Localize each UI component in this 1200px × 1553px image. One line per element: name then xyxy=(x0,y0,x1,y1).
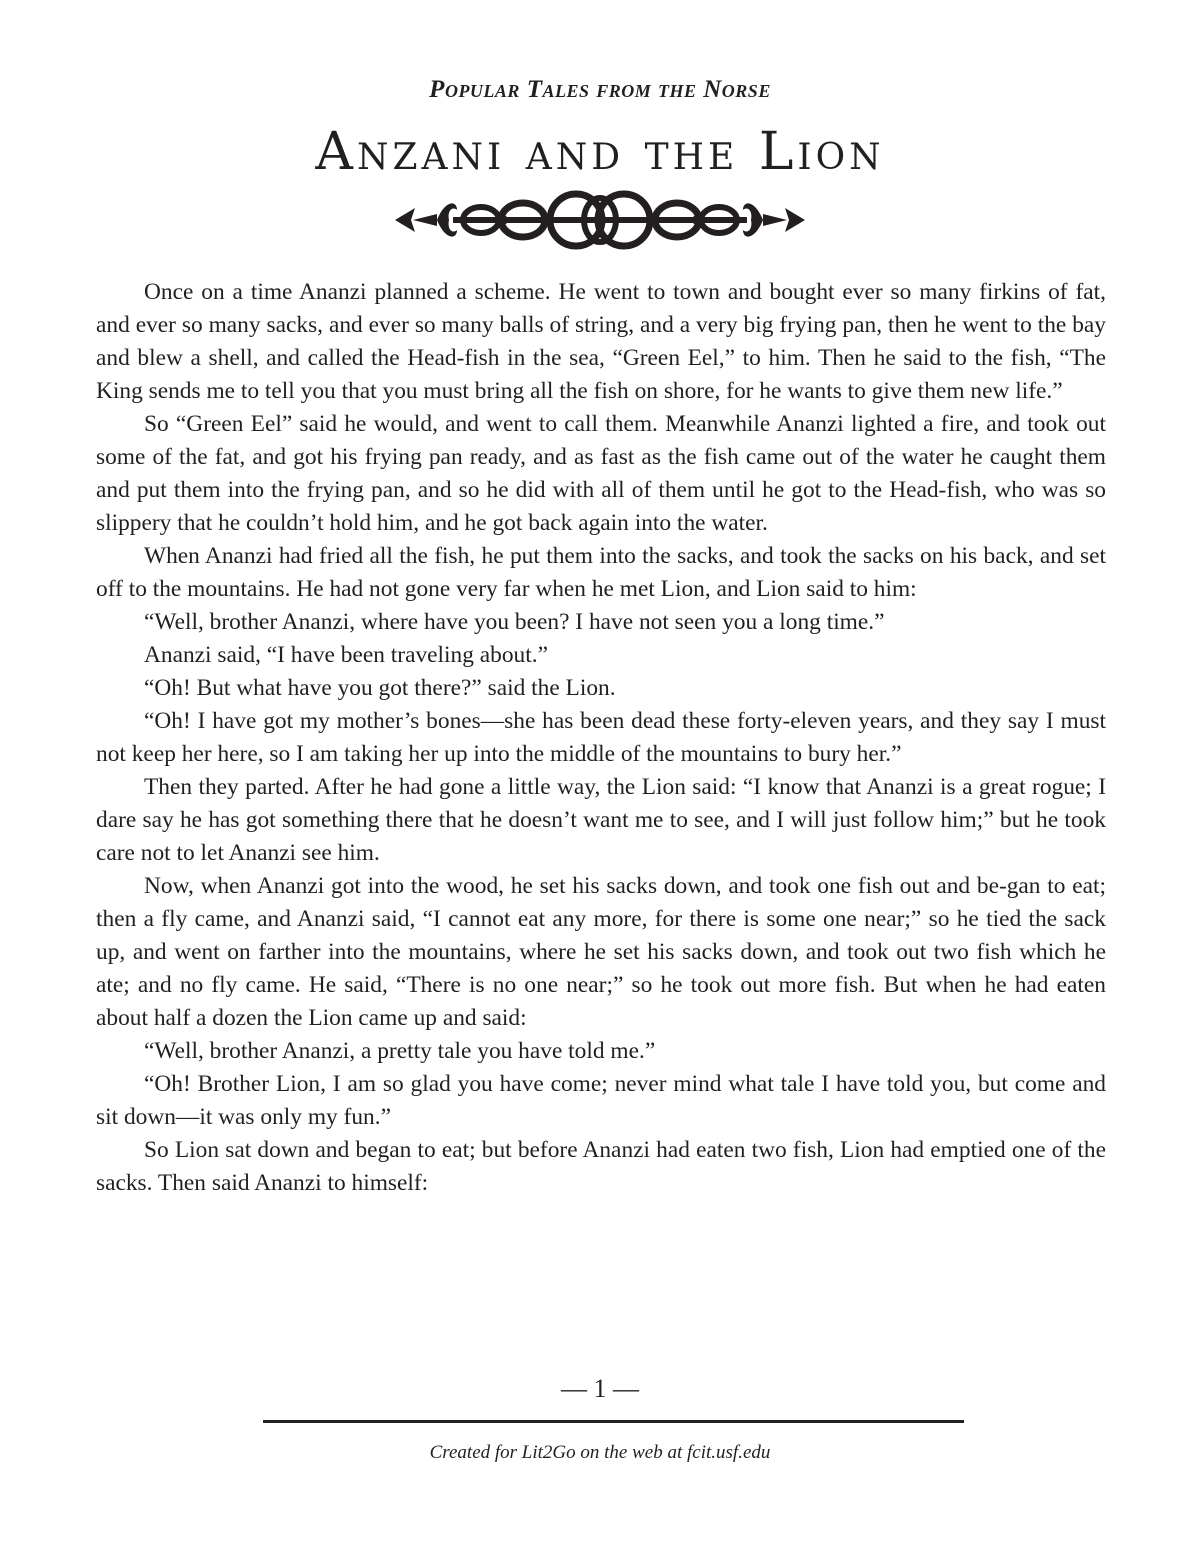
story-paragraph: Ananzi said, “I have been traveling about.” xyxy=(144,642,548,668)
story-paragraph: So “Green Eel” said he would, and went to call them. Meanwhile Ananzi lighted a fire, and took out some of the fat, and got his frying pan ready, and as fast as the fish came out of the water he caught them and put them into the frying pan, and so he did with all of them until he got to the Head-fish, who was so slippery that he couldn’t hold him, and he got back again into the water. xyxy=(96,411,1106,536)
story-paragraph: When Ananzi had fried all the fish, he put them into the sacks, and took the sacks on his back, and set off to the mountains. He had not gone very far when he met Lion, and Lion said to him: xyxy=(96,543,1106,602)
story-paragraph: “Oh! Brother Lion, I am so glad you have come; never mind what tale I have told you, but come and sit down—it was only my fun.” xyxy=(96,1071,1106,1130)
story-paragraph: “Oh! But what have you got there?” said the Lion. xyxy=(144,675,616,701)
ornament-icon xyxy=(393,188,807,252)
story-paragraph: Then they parted. After he had gone a little way, the Lion said: “I know that Ananzi is a great rogue; I dare say he has got something there that he doesn’t want me to see, and I will just follow him;” but he took care not to let Ananzi see him. xyxy=(96,774,1106,866)
footer-divider xyxy=(263,1420,964,1423)
story-paragraph: “Well, brother Ananzi, where have you been? I have not seen you a long time.” xyxy=(144,609,885,635)
story-title: Anzani and the Lion xyxy=(315,122,885,182)
book-title: Popular Tales from the Norse xyxy=(429,76,771,103)
story-body xyxy=(96,276,1106,1200)
story-paragraph: Now, when Ananzi got into the wood, he set his sacks down, and took one fish out and be-gan to eat; then a fly came, and Ananzi said, “I cannot eat any more, for there is some one near;” so he tied the sack up, and went on farther into the mountains, where he set his sacks down, and took out two fish which he ate; and no fly came. He said, “There is no one near;” so he took out more fish. But when he had eaten about half a dozen the Lion came up and said: xyxy=(96,873,1106,1031)
page-number: — 1 — xyxy=(561,1374,639,1403)
footer-credit: Created for Lit2Go on the web at fcit.usf.edu xyxy=(429,1442,771,1463)
story-paragraph: “Oh! I have got my mother’s bones—she has been dead these forty-eleven years, and they say I must not keep her here, so I am taking her up into the middle of the mountains to bury her.” xyxy=(96,708,1106,767)
story-paragraph: “Well, brother Ananzi, a pretty tale you have told me.” xyxy=(144,1038,656,1064)
story-paragraph: So Lion sat down and began to eat; but before Ananzi had eaten two fish, Lion had emptied one of the sacks. Then said Ananzi to himself: xyxy=(96,1137,1106,1196)
story-paragraph: Once on a time Ananzi planned a scheme. He went to town and bought ever so many firkins of fat, and ever so many sacks, and ever so many balls of string, and a very big frying pan, then he went to the bay and blew a shell, and called the Head-fish in the sea, “Green Eel,” to him. Then he said to the fish, “The King sends me to tell you that you must bring all the fish on shore, for he wants to give them new life.” xyxy=(96,279,1106,404)
